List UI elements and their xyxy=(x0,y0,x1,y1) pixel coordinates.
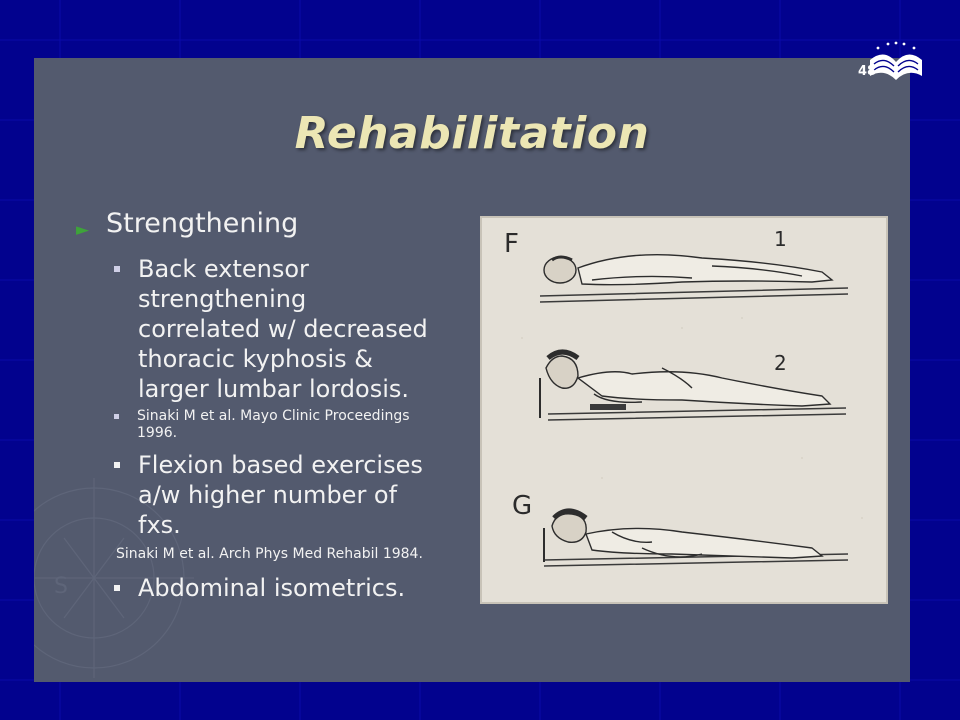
slide-title: Rehabilitation xyxy=(294,108,650,159)
svg-text:S: S xyxy=(54,574,68,599)
figure-1-person xyxy=(544,255,832,285)
figure-number-2: 2 xyxy=(774,351,787,375)
figure-g-person xyxy=(544,511,822,562)
b1-line: larger lumbar lordosis. xyxy=(138,375,410,403)
bullet-strengthening xyxy=(76,208,496,246)
bullet-flexion xyxy=(114,450,496,540)
reference-mayo xyxy=(114,408,496,442)
square-bullet-icon xyxy=(114,462,120,468)
reference-mayo-text xyxy=(137,408,410,442)
ref1-line: Sinaki M et al. Mayo Clinic Proceedings xyxy=(137,408,410,424)
bullet-back-extensor-text xyxy=(138,254,428,404)
bullet-flexion-text xyxy=(138,450,423,540)
b1-line: Back extensor xyxy=(138,255,309,283)
exercise-drawing xyxy=(482,218,886,602)
figure-label-g: G xyxy=(512,491,533,521)
exercise-illustration xyxy=(480,216,888,604)
b1-line: thoracic kyphosis & xyxy=(138,345,373,373)
b1-line: correlated w/ decreased xyxy=(138,315,428,343)
bullet-back-extensor xyxy=(114,254,496,404)
b1-line: strengthening xyxy=(138,285,307,313)
square-bullet-icon xyxy=(114,414,119,419)
b2-line: Flexion based exercises xyxy=(138,451,423,479)
square-bullet-icon xyxy=(114,266,120,272)
arrow-bullet-icon: ► xyxy=(76,220,90,240)
slide-panel xyxy=(34,58,910,682)
bullet-list xyxy=(76,208,496,603)
slide-number: 48 xyxy=(858,64,877,79)
bullet-abdominal xyxy=(114,573,496,603)
b2-line: a/w higher number of xyxy=(138,481,398,509)
figure-label-f: F xyxy=(504,229,519,259)
ref1-line: 1996. xyxy=(137,425,178,441)
figure-number-1: 1 xyxy=(774,227,787,251)
b2-line: fxs. xyxy=(138,511,181,539)
square-bullet-icon xyxy=(114,585,120,591)
reference-arch: Sinaki M et al. Arch Phys Med Rehabil 1984. xyxy=(116,546,423,562)
bullet-abdominal-text: Abdominal isometrics. xyxy=(138,574,406,602)
bullet-main-label: Strengthening xyxy=(106,208,299,239)
